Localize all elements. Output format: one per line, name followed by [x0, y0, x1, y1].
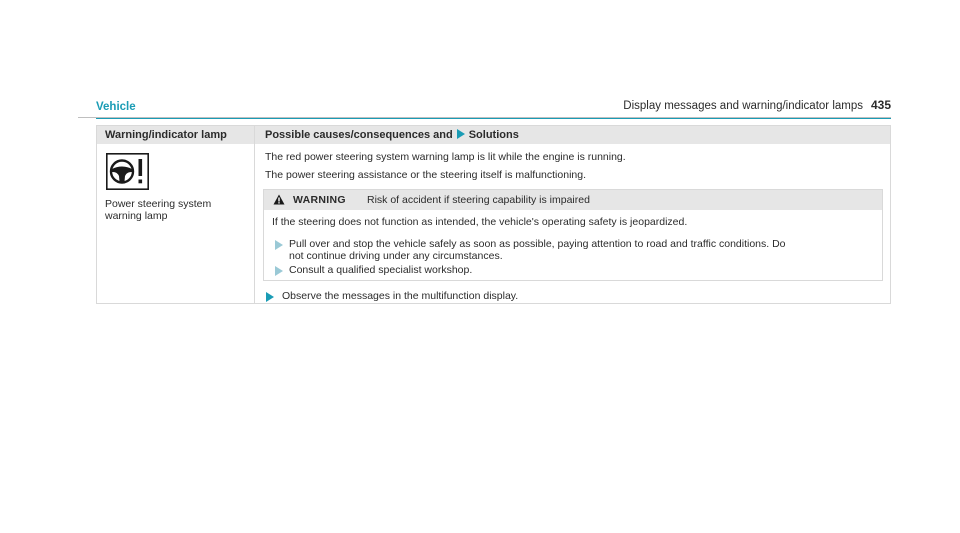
step-arrow-icon	[275, 266, 283, 276]
solution-arrow-icon	[266, 292, 274, 302]
warning-box	[263, 189, 883, 281]
page-number: 435	[870, 98, 891, 112]
warning-step-2: Consult a qualified specialist workshop.	[289, 264, 473, 276]
step-arrow-icon	[275, 240, 283, 250]
warning-header	[264, 190, 882, 210]
column-header-solutions-label: Solutions	[468, 129, 519, 141]
cause-text-1: The red power steering system warning lamp is lit while the engine is running.	[265, 151, 626, 163]
warning-triangle-icon	[273, 194, 285, 205]
warning-step-1	[289, 238, 786, 262]
column-header-lamp: Warning/indicator lamp	[97, 126, 254, 144]
running-header-title: Display messages and warning/indicator lamps	[623, 100, 863, 112]
arrow-right-icon	[457, 129, 465, 139]
warning-step-1-line2: not continue driving under any circumstances.	[289, 250, 503, 262]
column-header-causes	[255, 126, 890, 144]
section-rule	[96, 118, 891, 119]
cause-text-2: The power steering assistance or the steering itself is malfunctioning.	[265, 169, 586, 181]
lamp-label-line2: warning lamp	[105, 210, 168, 222]
warning-step-1-line1: Pull over and stop the vehicle safely as soon as possible, paying attention to road and traffic conditions. Do	[289, 238, 786, 250]
lamp-table	[96, 125, 891, 304]
section-title: Vehicle	[96, 101, 136, 113]
column-header-causes-label: Possible causes/consequences and	[265, 129, 453, 141]
warning-word: WARNING	[293, 194, 346, 206]
running-header	[78, 97, 891, 118]
column-divider	[254, 126, 255, 303]
lamp-label-line1: Power steering system	[105, 198, 212, 210]
solution-text: Observe the messages in the multifunction display.	[282, 290, 519, 302]
lamp-label	[105, 198, 211, 222]
power-steering-warning-icon	[106, 153, 149, 190]
warning-title: Risk of accident if steering capability is impaired	[367, 194, 590, 206]
warning-body: If the steering does not function as intended, the vehicle's operating safety is jeopardized.	[272, 216, 688, 228]
